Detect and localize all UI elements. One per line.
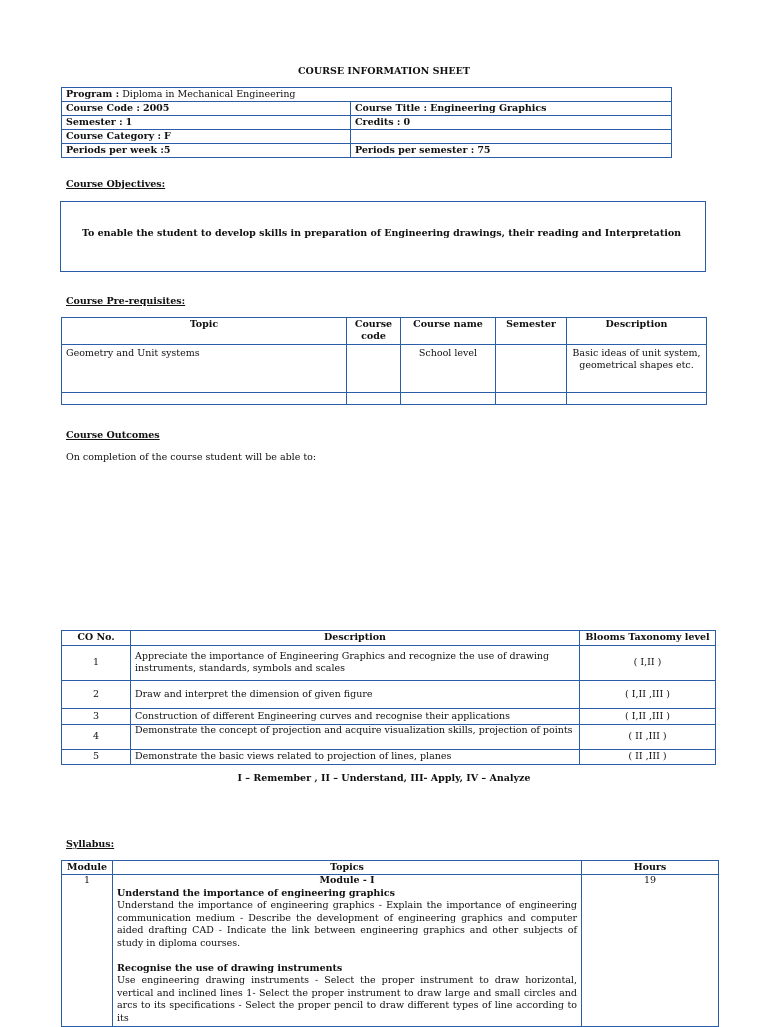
table-row (62, 681, 716, 709)
co-no: 2 (62, 681, 131, 709)
table-row (62, 875, 719, 1027)
empty-cell (347, 393, 401, 405)
module-topics (113, 875, 582, 1027)
course-code-cell: Course Code : 2005 (62, 102, 351, 116)
course-info-table (61, 87, 672, 158)
prerequisites-table (61, 317, 707, 405)
outcomes-heading: Course Outcomes (66, 430, 160, 441)
co-level: ( II ,III ) (580, 750, 716, 765)
prereq-semester (496, 345, 567, 393)
prereq-code (347, 345, 401, 393)
subtopic-text: Understand the importance of engineering graphics - Explain the importance of engineering communication medium - Describe the development of engineering graphics and computer aided drafting CAD - Indicate the link between engineering graphics and other subjects of study in diploma courses. (117, 900, 577, 949)
co-desc: Demonstrate the concept of projection and acquire visualization skills, projection of points (131, 725, 580, 750)
page-title: COURSE INFORMATION SHEET (297, 66, 470, 77)
col-co-no: CO No. (62, 631, 131, 646)
table-row (62, 709, 716, 725)
subtopic-title: Recognise the use of drawing instruments (117, 962, 343, 974)
program-cell: Program : Diploma in Mechanical Engineering (62, 88, 672, 102)
col-description: Description (567, 318, 707, 345)
prerequisites-heading: Course Pre-requisites: (66, 296, 186, 307)
category-cell: Course Category : F (62, 130, 351, 144)
course-title-cell: Course Title : Engineering Graphics (351, 102, 672, 116)
table-row (62, 750, 716, 765)
empty-cell (496, 393, 567, 405)
co-desc: Draw and interpret the dimension of given figure (131, 681, 580, 709)
objectives-text: To enable the student to develop skills in preparation of Engineering drawings, their reading and Interpretation (82, 228, 682, 239)
col-topics: Topics (113, 861, 582, 875)
co-level: ( I,II ,III ) (580, 709, 716, 725)
col-hours: Hours (582, 861, 719, 875)
empty-cell (62, 393, 347, 405)
co-no: 1 (62, 646, 131, 681)
subtopic-title: Understand the importance of engineering graphics (117, 887, 396, 899)
col-course-name: Course name (401, 318, 496, 345)
module-hours: 19 (582, 875, 719, 1027)
co-level: ( I,II ) (580, 646, 716, 681)
empty-cell (351, 130, 672, 144)
col-co-description: Description (131, 631, 580, 646)
empty-cell (567, 393, 707, 405)
syllabus-heading: Syllabus: (66, 839, 115, 850)
col-topic: Topic (62, 318, 347, 345)
outcomes-intro: On completion of the course student will be able to: (66, 452, 317, 463)
co-level: ( II ,III ) (580, 725, 716, 750)
col-blooms-level: Blooms Taxonomy level (580, 631, 716, 646)
table-row (62, 725, 716, 750)
objectives-heading: Course Objectives: (66, 179, 166, 190)
col-course-code: Course code (347, 318, 401, 345)
empty-cell (401, 393, 496, 405)
col-semester: Semester (496, 318, 567, 345)
co-level: ( I,II ,III ) (580, 681, 716, 709)
prereq-topic: Geometry and Unit systems (62, 345, 347, 393)
periods-semester-cell: Periods per semester : 75 (351, 144, 672, 158)
co-desc: Demonstrate the basic views related to projection of lines, planes (131, 750, 580, 765)
credits-cell: Credits : 0 (351, 116, 672, 130)
subtopic-text: Use engineering drawing instruments - Select the proper instrument to draw horizontal, vertical and inclined lines 1- Select the proper instrument to draw large and small circles and arcs to its specifications - Select the proper pencil to draw different types of line according to its (117, 975, 577, 1024)
co-no: 3 (62, 709, 131, 725)
module-number: 1 (62, 875, 113, 1027)
prereq-name: School level (401, 345, 496, 393)
co-no: 4 (62, 725, 131, 750)
co-desc: Appreciate the importance of Engineering Graphics and recognize the use of drawing instruments, standards, symbols and scales (131, 646, 580, 681)
col-module: Module (62, 861, 113, 875)
table-row (62, 646, 716, 681)
outcomes-table (61, 630, 716, 765)
syllabus-table (61, 860, 719, 1027)
semester-cell: Semester : 1 (62, 116, 351, 130)
co-no: 5 (62, 750, 131, 765)
periods-week-cell: Periods per week :5 (62, 144, 351, 158)
blooms-legend: I – Remember , II – Understand, III- Apply, IV – Analyze (237, 773, 531, 784)
co-desc: Construction of different Engineering curves and recognise their applications (131, 709, 580, 725)
module-title: Module - I (319, 875, 375, 886)
prereq-description: Basic ideas of unit system, geometrical shapes etc. (567, 345, 707, 393)
